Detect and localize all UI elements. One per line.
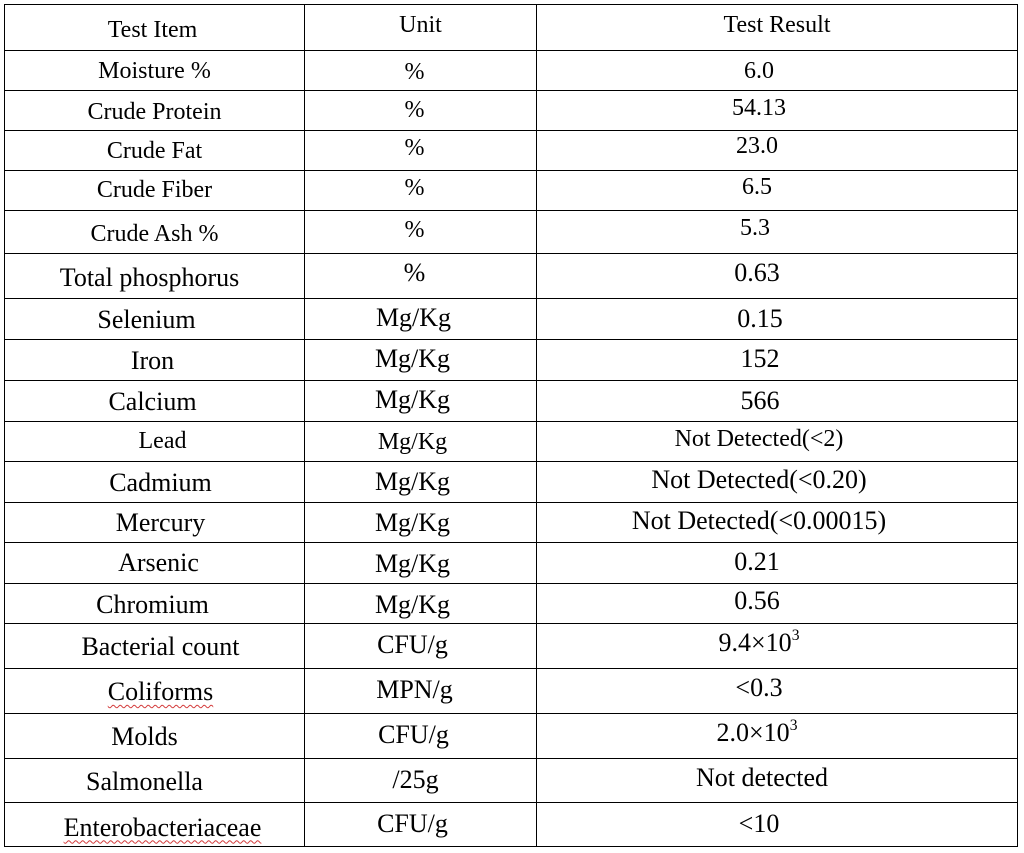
unit-label: [375, 590, 450, 620]
result-value: [737, 304, 783, 334]
result-cell: [537, 462, 1018, 503]
unit-label: [405, 97, 425, 124]
result-value: [719, 628, 800, 658]
test-item-cell: [5, 254, 305, 299]
result-cell: [537, 543, 1018, 584]
table-row: [5, 803, 1018, 847]
test-item-cell: [5, 543, 305, 584]
table-header-row: [5, 5, 1018, 51]
table-row: [5, 714, 1018, 759]
test-item-label-value: Arsenic: [118, 548, 199, 577]
test-item-label-value: Crude Fat: [106, 138, 203, 164]
result-value-value: 566: [740, 386, 780, 415]
unit-label-value: Mg/Kg: [374, 507, 451, 537]
table-row: [5, 422, 1018, 462]
unit-label: [405, 175, 425, 202]
unit-label-value: %: [404, 135, 425, 161]
test-item-cell: [5, 51, 305, 91]
result-cell: [537, 714, 1018, 759]
result-value: [744, 58, 774, 85]
unit-cell: [305, 211, 537, 254]
test-item-cell: [5, 299, 305, 340]
result-value: [741, 386, 780, 416]
table-row: [5, 254, 1018, 299]
unit-cell: [305, 543, 537, 584]
unit-cell: [305, 171, 537, 211]
test-item-cell: [5, 340, 305, 381]
test-item-label-value: Chromium: [96, 589, 209, 619]
result-value: [735, 673, 782, 703]
result-value-value: 6.5: [742, 174, 772, 200]
result-value-value: Not Detected(<2): [674, 426, 844, 452]
result-cell: [537, 503, 1018, 543]
test-item-label-value: Enterobacteriaceae: [63, 812, 262, 842]
test-item-label: [96, 590, 209, 620]
header-test-result: [537, 5, 1018, 51]
test-item-label: [97, 177, 212, 204]
result-value: [741, 344, 780, 374]
unit-cell: [305, 803, 537, 847]
test-item-label: [81, 632, 239, 662]
unit-label-value: CFU/g: [378, 720, 449, 749]
test-item-cell: [5, 669, 305, 714]
unit-cell: [305, 584, 537, 624]
unit-label: [375, 344, 450, 374]
table-row: [5, 91, 1018, 131]
unit-label-value: %: [404, 97, 425, 123]
unit-label-value: CFU/g: [377, 630, 448, 659]
result-value: [740, 215, 770, 242]
unit-label-value: Mg/Kg: [374, 467, 451, 496]
unit-label: [404, 258, 426, 288]
test-item-cell: [5, 422, 305, 462]
unit-cell: [305, 669, 537, 714]
test-item-label: [131, 346, 174, 376]
result-cell: [537, 422, 1018, 462]
table-row: [5, 51, 1018, 91]
header-label-value: Unit: [399, 12, 442, 38]
result-cell: [537, 624, 1018, 669]
table-row: [5, 669, 1018, 714]
result-value-value: 6.0: [744, 58, 774, 84]
table-row: [5, 543, 1018, 584]
result-cell: [537, 381, 1018, 422]
table-row: [5, 462, 1018, 503]
unit-label: [378, 720, 449, 750]
result-value: [732, 95, 786, 122]
unit-cell: [305, 254, 537, 299]
unit-label-value: Mg/Kg: [375, 303, 452, 332]
result-value: [632, 506, 886, 536]
test-item-label: [107, 138, 202, 165]
unit-label: [375, 467, 450, 497]
unit-cell: [305, 299, 537, 340]
test-results-sheet: [4, 4, 1017, 848]
unit-cell: [305, 422, 537, 462]
result-cell: [537, 340, 1018, 381]
unit-label: [376, 675, 453, 705]
header-test-item: [5, 5, 305, 51]
result-value: [651, 465, 866, 495]
test-item-label-value: Cadmium: [109, 468, 212, 497]
table-row: [5, 171, 1018, 211]
result-cell: [537, 299, 1018, 340]
test-item-label-value: Molds: [111, 722, 178, 751]
table-row: [5, 503, 1018, 543]
unit-cell: [305, 131, 537, 171]
unit-cell: [305, 503, 537, 543]
result-cell: [537, 131, 1018, 171]
unit-cell: [305, 381, 537, 422]
result-value: [739, 809, 780, 839]
unit-cell: [305, 340, 537, 381]
unit-label-value: MPN/g: [376, 675, 453, 704]
header-label-value: Test Item: [107, 17, 198, 43]
result-value-value: 0.21: [734, 547, 780, 576]
test-item-label: [118, 548, 199, 578]
result-cell: [537, 759, 1018, 803]
header-label: [108, 17, 198, 44]
test-item-label-value: Salmonella: [86, 766, 203, 796]
header-label-value: Test Result: [723, 12, 831, 38]
test-item-label: [60, 263, 239, 293]
unit-label: [405, 217, 425, 244]
unit-label-value: CFU/g: [377, 808, 448, 838]
unit-label-value: Mg/Kg: [374, 549, 451, 578]
result-value-value: Not Detected(<0.00015): [631, 505, 887, 535]
result-cell: [537, 51, 1018, 91]
test-item-label-value: Iron: [130, 346, 175, 375]
test-item-cell: [5, 131, 305, 171]
result-value-value: Not Detected(<0.20): [651, 465, 867, 494]
result-value: [736, 133, 778, 160]
table-row: [5, 759, 1018, 803]
test-item-label: [97, 305, 195, 335]
table-row: [5, 299, 1018, 340]
unit-label: [375, 385, 450, 415]
unit-label-value: /25g: [392, 764, 439, 794]
test-item-cell: [5, 462, 305, 503]
result-value-value: 54.13: [732, 95, 786, 121]
test-item-label: [139, 428, 187, 455]
unit-label: [377, 630, 448, 660]
test-item-label: [98, 58, 211, 85]
result-value-value: 0.63: [734, 258, 780, 287]
result-value-value: <10: [738, 808, 780, 838]
header-unit: [305, 5, 537, 51]
test-item-cell: [5, 381, 305, 422]
result-value-value: 23.0: [736, 133, 778, 159]
test-item-label-value: Coliforms: [107, 677, 214, 706]
unit-label-value: Mg/Kg: [374, 344, 451, 373]
table-row: [5, 340, 1018, 381]
result-value: [734, 586, 780, 616]
unit-label: [375, 549, 450, 579]
test-item-label: [108, 677, 213, 707]
table-row: [5, 211, 1018, 254]
test-item-cell: [5, 759, 305, 803]
test-item-label: [111, 722, 177, 752]
result-cell: [537, 584, 1018, 624]
unit-label-value: %: [404, 216, 425, 243]
unit-label-value: Mg/Kg: [374, 589, 451, 619]
result-value-value: 5.3: [740, 214, 770, 241]
result-cell: [537, 171, 1018, 211]
test-item-label-value: Mercury: [115, 507, 206, 537]
unit-cell: [305, 91, 537, 131]
test-item-label-value: Calcium: [108, 387, 197, 416]
unit-label: [378, 429, 447, 456]
unit-label-value: Mg/Kg: [377, 429, 448, 455]
unit-label-value: Mg/Kg: [374, 385, 451, 414]
result-value-value: 152: [740, 344, 780, 373]
test-item-label-value: Crude Fiber: [96, 177, 213, 203]
test-item-cell: [5, 171, 305, 211]
result-value-value: 0.15: [737, 304, 783, 333]
test-item-label: [88, 99, 222, 126]
test-item-cell: [5, 91, 305, 131]
unit-cell: [305, 51, 537, 91]
table-row: [5, 381, 1018, 422]
test-item-label-value: Lead: [138, 428, 187, 454]
unit-label: [405, 135, 425, 162]
result-value: [734, 258, 780, 288]
table-row: [5, 584, 1018, 624]
result-value: [675, 426, 844, 453]
header-label: [724, 12, 831, 39]
test-results-table: [4, 4, 1018, 847]
result-value: [742, 174, 772, 201]
result-value-value: <0.3: [735, 673, 783, 702]
unit-cell: [305, 759, 537, 803]
unit-label: [392, 765, 438, 795]
table-row: [5, 131, 1018, 171]
test-item-label-value: Total phosphorus: [59, 263, 240, 292]
test-item-cell: [5, 503, 305, 543]
unit-label: [376, 303, 451, 333]
header-label: [399, 12, 442, 39]
exponent: 3: [791, 626, 800, 644]
unit-cell: [305, 462, 537, 503]
test-item-cell: [5, 624, 305, 669]
test-item-label: [64, 813, 262, 843]
result-cell: [537, 803, 1018, 847]
test-item-label: [116, 508, 206, 538]
test-item-label: [109, 468, 212, 498]
result-value-value: 0.56: [734, 585, 780, 615]
test-item-cell: [5, 803, 305, 847]
unit-label: [405, 59, 425, 86]
test-item-label-value: Crude Protein: [87, 99, 222, 125]
test-item-label-value: Moisture %: [98, 58, 211, 84]
result-value: [734, 547, 780, 577]
test-item-label: [86, 767, 203, 797]
test-item-cell: [5, 211, 305, 254]
result-cell: [537, 211, 1018, 254]
unit-label: [377, 809, 448, 839]
test-item-label: [91, 221, 219, 248]
test-item-label-value: Crude Ash %: [90, 220, 219, 247]
test-item-label: [108, 387, 196, 417]
result-value-value: Not detected: [695, 762, 829, 792]
result-value: [717, 718, 798, 748]
test-item-label-value: Bacterial count: [81, 632, 240, 661]
unit-label-value: %: [403, 258, 426, 287]
result-value: [696, 763, 828, 793]
unit-label: [375, 508, 450, 538]
result-value-value: 9.4×10: [718, 628, 792, 657]
unit-cell: [305, 624, 537, 669]
result-cell: [537, 91, 1018, 131]
unit-cell: [305, 714, 537, 759]
table-row: [5, 624, 1018, 669]
unit-label-value: %: [404, 59, 425, 85]
test-item-cell: [5, 714, 305, 759]
result-value-value: 2.0×10: [716, 718, 790, 747]
result-cell: [537, 254, 1018, 299]
test-item-cell: [5, 584, 305, 624]
exponent: 3: [789, 716, 798, 734]
result-cell: [537, 669, 1018, 714]
test-item-label-value: Selenium: [97, 305, 196, 334]
unit-label-value: %: [404, 175, 425, 201]
